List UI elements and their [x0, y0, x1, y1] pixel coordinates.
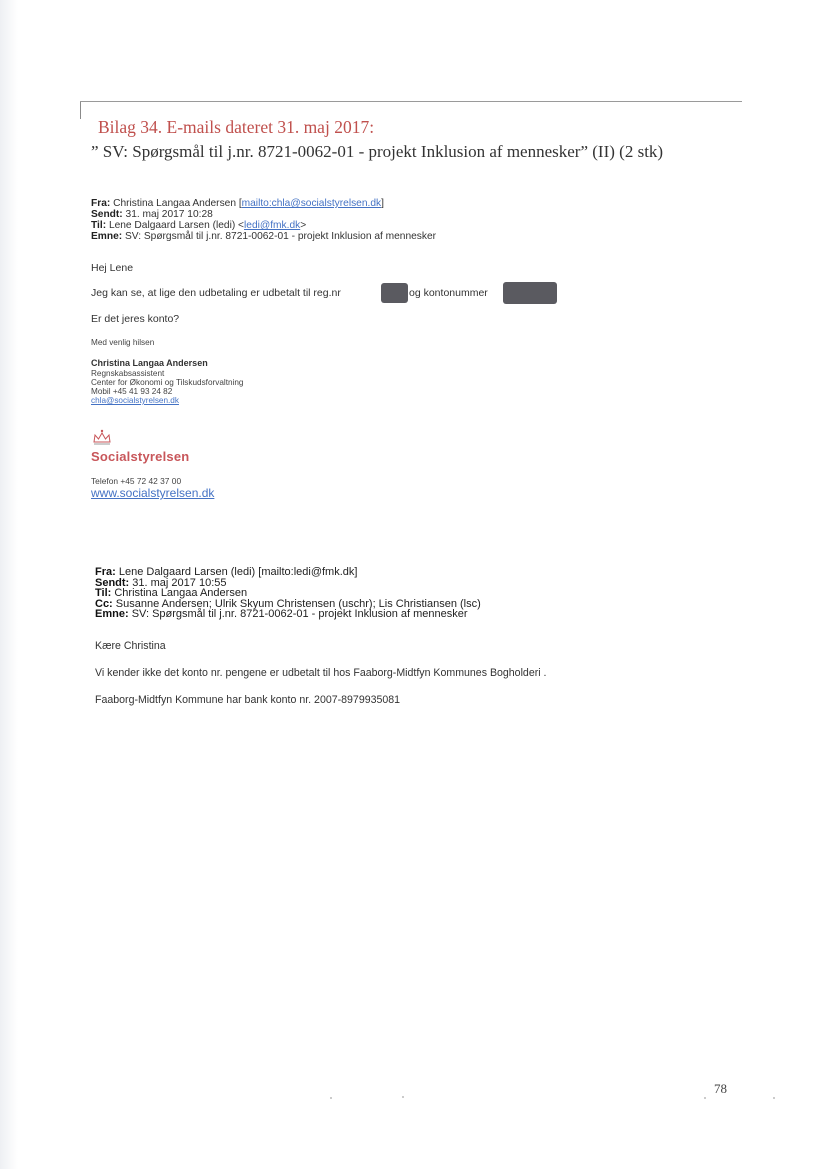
email1-to-label: Til: — [91, 220, 107, 231]
email2-to-label: Til: — [95, 587, 112, 599]
email2-greeting: Kære Christina — [95, 640, 166, 652]
email1-from-label: Fra: — [91, 198, 111, 209]
email1-question: Er det jeres konto? — [91, 313, 180, 325]
page-subtitle: ” SV: Spørgsmål til j.nr. 8721-0062-01 - projekt Inklusion af mennesker” (II) (2 stk) — [91, 142, 664, 161]
email1-sent-line — [91, 209, 213, 220]
email1-body-line-b: og kontonummer — [409, 287, 488, 299]
scan-speck — [402, 1096, 404, 1098]
email2-cc-value: Susanne Andersen; Ulrik Skyum Christensen (uschr); Lis Christiansen (lsc) — [115, 597, 481, 610]
email1-subject-value: SV: Spørgsmål til j.nr. 8721-0062-01 - projekt Inklusion af mennesker — [124, 231, 437, 242]
email1-from-end: ] — [381, 198, 384, 209]
email1-to-end: > — [300, 220, 307, 231]
brand-website-link[interactable]: www.socialstyrelsen.dk — [91, 486, 215, 500]
email2-subject-label: Emne: — [95, 608, 129, 620]
email1-from-name: Christina Langaa Andersen [ — [113, 198, 242, 209]
signature-email[interactable]: chla@socialstyrelsen.dk — [91, 396, 179, 405]
email2-from-value: Lene Dalgaard Larsen (ledi) [mailto:ledi@fmk.dk] — [118, 566, 358, 578]
email1-from-line — [91, 198, 384, 209]
email1-greeting: Hej Lene — [91, 262, 134, 274]
signature-department: Center for Økonomi og Tilskudsforvaltning — [91, 378, 244, 387]
email1-to-line — [91, 220, 306, 231]
page-number: 78 — [714, 1081, 727, 1096]
brand-phone: Telefon +45 72 42 37 00 — [91, 476, 182, 486]
scan-speck — [773, 1097, 775, 1099]
scan-edge-shadow — [0, 0, 18, 1169]
email2-from-label: Fra: — [95, 566, 116, 578]
email2-to-value: Christina Langaa Andersen — [114, 587, 248, 599]
corner-bracket-horizontal — [80, 101, 742, 102]
redaction-account-nr — [503, 282, 557, 304]
corner-bracket-vertical — [80, 101, 81, 119]
page-title: Bilag 34. E-mails dateret 31. maj 2017: — [98, 117, 375, 137]
email1-closing: Med venlig hilsen — [91, 338, 155, 347]
scan-speck — [330, 1097, 332, 1099]
brand-name: Socialstyrelsen — [91, 449, 190, 464]
email2-cc-label: Cc: — [95, 597, 113, 610]
email1-sent-value: 31. maj 2017 10:28 — [125, 209, 213, 220]
email1-from-link[interactable]: mailto:chla@socialstyrelsen.dk — [241, 198, 382, 209]
email1-to-name: Lene Dalgaard Larsen (ledi) < — [108, 220, 245, 231]
email1-subject-line — [91, 231, 436, 242]
email2-subject-line — [95, 609, 468, 620]
email2-body-line-2: Faaborg-Midtfyn Kommune har bank konto nr. 2007-8979935081 — [95, 694, 401, 706]
redaction-reg-nr — [381, 283, 408, 303]
email1-to-link[interactable]: ledi@fmk.dk — [244, 220, 301, 231]
signature-name: Christina Langaa Andersen — [91, 358, 208, 368]
email2-body-line-1: Vi kender ikke det konto nr. pengene er udbetalt til hos Faaborg-Midtfyn Kommunes Bogholderi . — [95, 667, 547, 679]
email2-sent-value: 31. maj 2017 10:55 — [132, 576, 227, 589]
signature-mobile: Mobil +45 41 93 24 82 — [91, 387, 173, 396]
email2-subject-value: SV: Spørgsmål til j.nr. 8721-0062-01 - projekt Inklusion af mennesker — [131, 608, 468, 620]
crown-icon — [91, 428, 113, 446]
email2-sent-label: Sendt: — [95, 576, 130, 589]
signature-title: Regnskabsassistent — [91, 369, 165, 378]
email1-sent-label: Sendt: — [91, 209, 123, 220]
scan-speck — [704, 1097, 706, 1099]
email1-body-line-a: Jeg kan se, at lige den udbetaling er udbetalt til reg.nr — [91, 287, 341, 299]
email1-subject-label: Emne: — [91, 231, 123, 242]
